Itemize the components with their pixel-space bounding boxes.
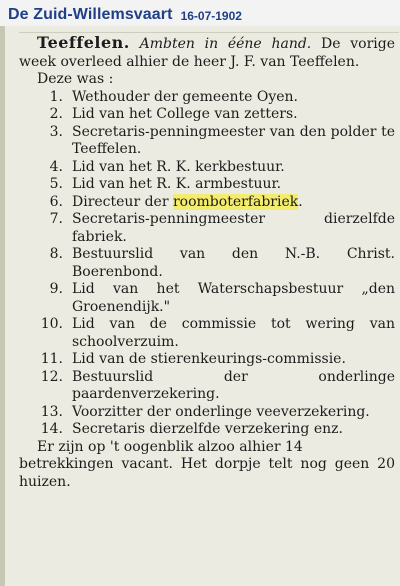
item-text: Bestuurslid van den N.-B. Christ. Boerenbond.: [72, 246, 395, 280]
item-number: 9.: [49, 281, 63, 297]
article-title: Teeffelen.: [37, 33, 130, 52]
item-number: 1.: [49, 88, 63, 105]
list-lead: Deze was :: [37, 71, 114, 87]
item-text: Lid van het Waterschapsbestuur „den Groenendijk.": [72, 281, 395, 315]
article-intro-text: De vorige week overleed alhier de heer J. F. van Teeffelen.: [19, 36, 396, 70]
item-text-after: .: [298, 193, 303, 210]
item-text: Secretaris-penningmeester van den polder te Teeffelen.: [72, 123, 395, 157]
item-text: Voorzitter der onderlinge veeverzekering.: [72, 403, 370, 420]
item-text: Bestuurslid der onderlinge paardenverzekering.: [72, 368, 395, 402]
newspaper-clipping: [0, 26, 400, 586]
item-text: Secretaris-penningmeester dierzelfde fabriek.: [72, 211, 395, 245]
item-text: Lid van het R. K. armbestuur.: [72, 176, 282, 192]
item-number: 12.: [40, 368, 63, 385]
list-item: [19, 404, 395, 422]
item-number: 11.: [40, 351, 63, 367]
item-number: 8.: [49, 246, 63, 262]
item-text: Wethouder der gemeente Oyen.: [72, 88, 299, 105]
item-text: [63, 194, 395, 212]
article-body: [19, 34, 395, 491]
list-item: [19, 281, 395, 316]
article-intro: [19, 34, 395, 71]
list-item: [19, 246, 395, 281]
item-text: Secretaris dierzelfde verzekering enz.: [72, 421, 343, 437]
item-text: Lid van het College van zetters.: [72, 106, 298, 122]
list-item: [19, 124, 395, 159]
item-number: 14.: [40, 421, 63, 437]
publication-date: 16-07-1902: [180, 9, 242, 23]
item-number: 2.: [49, 106, 63, 122]
article-subtitle: Ambten in ééne hand.: [139, 36, 312, 52]
list-item: [19, 89, 395, 107]
item-text-before: Directeur der: [72, 193, 173, 210]
offices-list: [19, 89, 395, 439]
list-item: [19, 316, 395, 351]
item-text: Lid van het R. K. kerkbestuur.: [72, 158, 285, 175]
list-item: [19, 194, 395, 212]
item-text: Lid van de commissie tot wering van schoolverzuim.: [72, 316, 395, 350]
closing-text: betrekkingen vacant. Het dorpje telt nog geen 20 huizen.: [19, 456, 395, 490]
item-number: 7.: [49, 211, 63, 227]
list-item: [19, 176, 395, 194]
list-item: [19, 421, 395, 439]
page-header: [0, 0, 400, 26]
newspaper-title: De Zuid-Willemsvaart: [8, 6, 173, 23]
item-number: 3.: [49, 123, 63, 140]
highlighted-term: roomboterfabriek: [172, 193, 299, 210]
item-number: 13.: [40, 403, 63, 420]
list-item: [19, 369, 395, 404]
item-text: Lid van de stierenkeurings-commissie.: [72, 351, 346, 367]
list-item: [19, 106, 395, 124]
closing-first-line: Er zijn op 't oogenblik alzoo alhier 14: [37, 438, 303, 455]
list-item: [19, 211, 395, 246]
item-number: 4.: [49, 158, 63, 175]
list-item: [19, 351, 395, 369]
item-number: 6.: [49, 193, 63, 210]
list-item: [19, 159, 395, 177]
item-number: 5.: [49, 176, 63, 192]
item-number: 10.: [40, 316, 63, 332]
